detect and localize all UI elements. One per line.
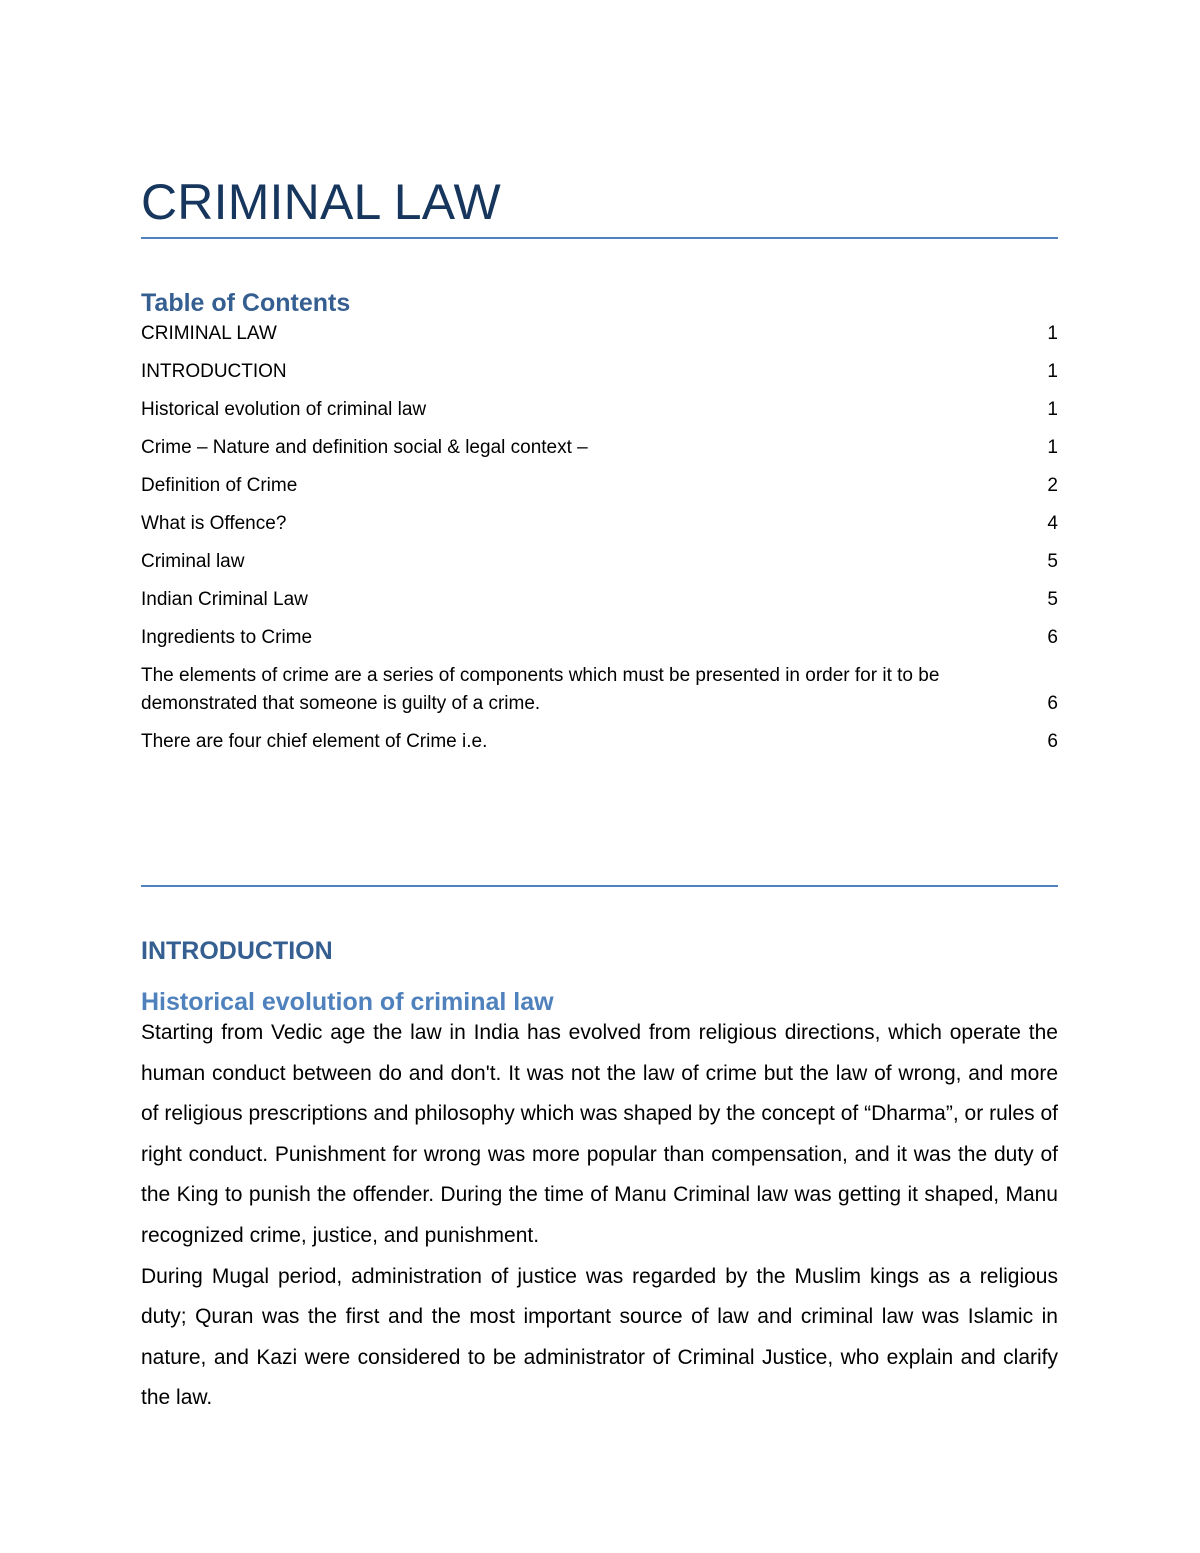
body-paragraph: Starting from Vedic age the law in India has evolved from religious directions, which operate the human conduct between do and don't. It was not the law of crime but the law of wrong, and more of religious prescriptions and philosophy which was shaped by the concept of “Dharma”, or rules of right conduct. Punishment for wrong was more popular than compensation, and it was the duty of the King to punish the offender. During the time of Manu Criminal law was getting it shaped, Manu recognized crime, justice, and punishment. (141, 1021, 1058, 1247)
toc-entry-page: 1 (1047, 399, 1058, 420)
toc-entry-text: CRIMINAL LAW (141, 323, 277, 344)
section-divider (141, 885, 1058, 887)
toc-entry-criminal-law[interactable] (141, 320, 1058, 348)
toc-entry-crime-nature[interactable] (141, 434, 1058, 462)
toc-entry-text: What is Offence? (141, 513, 287, 534)
section-body (141, 1013, 1058, 1419)
toc-entry-text: Historical evolution of criminal law (141, 399, 427, 420)
toc-entry-text: Ingredients to Crime (141, 627, 313, 648)
toc-entry-historical-evolution[interactable] (141, 396, 1058, 424)
document-title: CRIMINAL LAW (141, 174, 501, 230)
toc-entry-text: Indian Criminal Law (141, 589, 308, 610)
toc-entry-criminal-law-2[interactable] (141, 548, 1058, 576)
toc-entry-page: 2 (1047, 475, 1058, 496)
toc-heading: Table of Contents (141, 289, 351, 317)
section-heading: INTRODUCTION (141, 937, 333, 965)
toc-entry-definition-of-crime[interactable] (141, 472, 1058, 500)
toc-entry-what-is-offence[interactable] (141, 510, 1058, 538)
toc-entry-page: 5 (1047, 551, 1058, 572)
body-paragraph: During Mugal period, administration of justice was regarded by the Muslim kings as a religious duty; Quran was the first and the most important source of law and criminal law was Islamic in nature, and Kazi were considered to be administrator of Criminal Justice, who explain and clarify the law. (141, 1264, 1058, 1410)
title-divider (141, 237, 1058, 239)
toc-entry-indian-criminal-law[interactable] (141, 586, 1058, 614)
toc-entry-page: 6 (1047, 731, 1058, 752)
toc-entry-text: Crime – Nature and definition social & legal context – (141, 437, 588, 458)
toc-entry-page: 4 (1047, 513, 1058, 534)
toc-entry-ingredients-to-crime[interactable] (141, 624, 1058, 652)
table-of-contents (141, 320, 1058, 766)
toc-entry-page: 1 (1047, 361, 1058, 382)
toc-entry-elements-of-crime[interactable] (141, 662, 1058, 718)
toc-entry-page: 5 (1047, 589, 1058, 610)
toc-entry-page: 6 (1047, 693, 1058, 714)
toc-entry-introduction[interactable] (141, 358, 1058, 386)
toc-entry-text: The elements of crime are a series of components which must be presented in order for it to be demonstrated that someone is guilty of a crime. (141, 665, 940, 714)
toc-entry-page: 1 (1047, 437, 1058, 458)
toc-entry-text: Criminal law (141, 551, 245, 572)
toc-entry-text: INTRODUCTION (141, 361, 287, 382)
toc-entry-page: 1 (1047, 323, 1058, 344)
toc-entry-text: Definition of Crime (141, 475, 298, 496)
toc-entry-page: 6 (1047, 627, 1058, 648)
toc-entry-text: There are four chief element of Crime i.e. (141, 731, 488, 752)
section-subheading: Historical evolution of criminal law (141, 988, 554, 1016)
toc-entry-four-chief-elements[interactable] (141, 728, 1058, 756)
